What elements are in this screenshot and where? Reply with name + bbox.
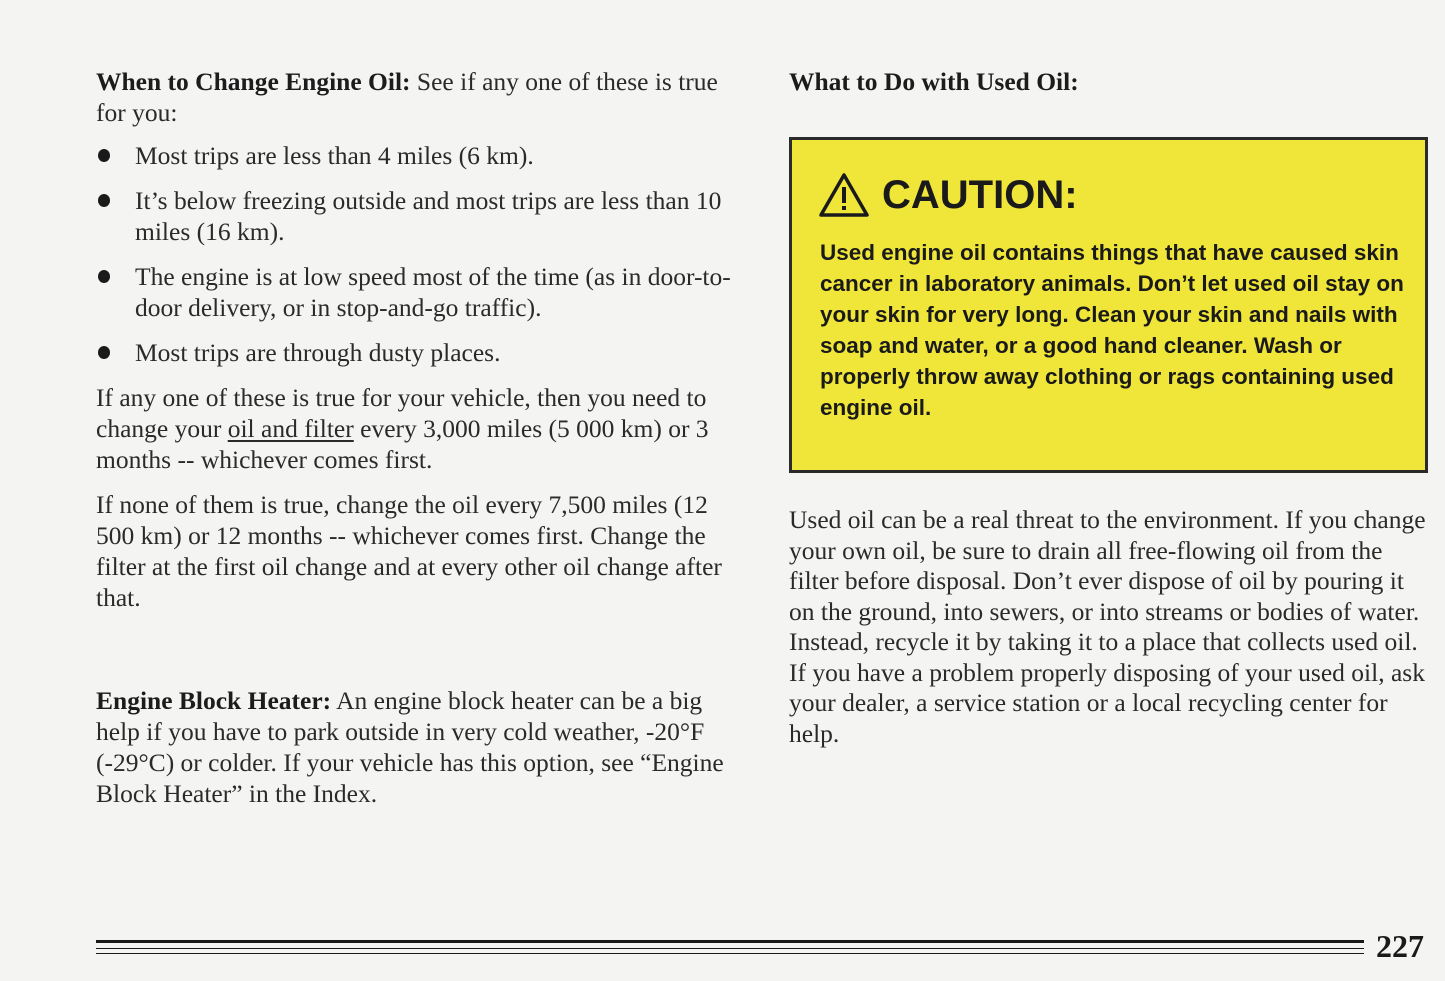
page-number: 227 [1376,928,1424,964]
oil-change-intro [96,66,746,128]
caution-box [789,137,1428,473]
block-heater-paragraph [96,685,746,809]
list-item-text: Most trips are through dusty places. [135,338,501,367]
bullet-icon [98,194,110,207]
list-item [96,337,746,368]
used-oil-heading: What to Do with Used Oil: [789,67,1079,96]
list-item [96,185,746,247]
block-heater-heading: Engine Block Heater: [96,686,332,715]
oil-change-conditions [96,140,746,368]
oil-interval-text-start: If any one of these is true for your vehicle, then you need to change your [96,383,707,443]
caution-title [818,172,1078,218]
oil-change-intro-text: See if any one of these is true for you: [96,67,718,127]
used-oil-body: Used oil can be a real threat to the environment. If you change your own oil, be sure to drain all free-flowing oil from the filter before disposal. Don’t ever dispose of oil by pouring it on the ground, into sewers, or into streams or bodies of water. Instead, recycle it by taking it to a place that collects used oil. If you have a problem properly disposing of your used oil, ask your dealer, a service station or a local recycling center for help. [789,505,1426,748]
left-column [96,66,746,809]
footer-rule [96,940,1364,954]
extended-interval-paragraph: If none of them is true, change the oil every 7,500 miles (12 500 km) or 12 months -- whichever comes first. Change the filter at the first oil change and at every other oil change after that. [96,490,722,612]
list-item-text: Most trips are less than 4 miles (6 km). [135,141,534,170]
list-item [96,140,746,171]
oil-change-heading: When to Change Engine Oil: [96,67,411,96]
right-column-heading-area [789,66,1435,97]
bullet-icon [98,346,110,359]
list-item [96,261,746,323]
bullet-icon [98,270,110,283]
oil-and-filter-link[interactable]: oil and filter [227,414,354,443]
oil-interval-paragraph [96,382,746,475]
caution-title-text: CAUTION: [882,172,1078,217]
warning-triangle-icon [818,172,870,218]
caution-text: Used engine oil contains things that have caused skin cancer in laboratory animals. Don’t let used oil stay on your skin for very long. Clean your skin and nails with soap and water, or a good hand cleaner. Wash or properly throw away clothing or rags containing used engine oil. [820,240,1404,420]
block-heater-text: An engine block heater can be a big help if you have to park outside in very cold weather, -20°F (-29°C) or colder. If your vehicle has this option, see “Engine Block Heater” in the Index. [96,686,724,808]
bullet-icon [98,149,110,162]
list-item-text: It’s below freezing outside and most trips are less than 10 miles (16 km). [135,186,722,246]
list-item-text: The engine is at low speed most of the time (as in door-to-door delivery, or in stop-and-go traffic). [135,262,731,322]
oil-interval-text-end: every 3,000 miles (5 000 km) or 3 months -- whichever comes first. [96,414,709,474]
